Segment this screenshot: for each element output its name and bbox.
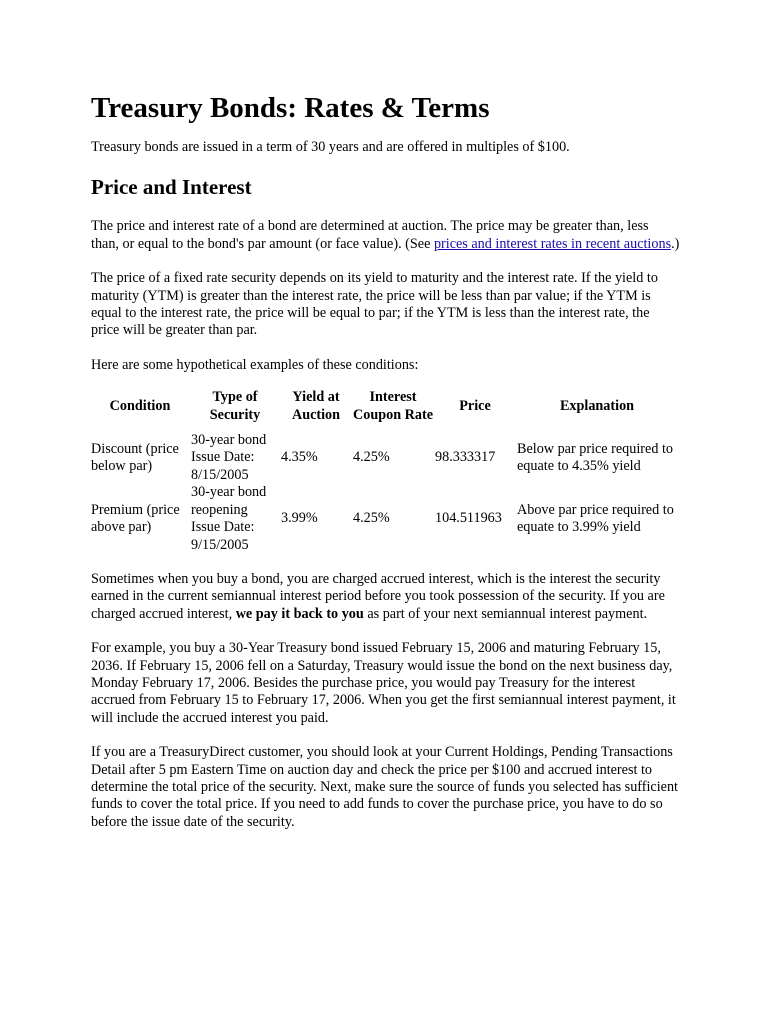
header-explanation: Explanation <box>559 397 635 414</box>
header-condition: Condition <box>109 397 171 414</box>
auction-paragraph <box>91 218 680 253</box>
table-row <box>90 432 678 484</box>
header-price: Price <box>459 397 491 414</box>
page-title: Treasury Bonds: Rates & Terms <box>91 92 490 124</box>
cell-interest-coupon-rate: 4.25% <box>353 449 390 466</box>
accrued-interest-tail: as part of your next semiannual interest payment. <box>363 605 648 622</box>
cell-yield-at-auction: 4.35% <box>281 449 318 466</box>
cell-condition: Discount (price below par) <box>91 440 179 475</box>
auction-paragraph-tail: .) <box>671 235 680 252</box>
cell-explanation: Below par price required to equate to 4.35% yield <box>517 440 674 475</box>
header-type-of-security: Type of Security <box>209 389 261 423</box>
example-paragraph: For example, you buy a 30-Year Treasury bond issued February 15, 2006 and maturing February 15, 2036. If February 15, 2006 fell on a Saturday, Treasury would issue the bond on the next business day, Monday February 17, 2006. Besides the purchase price, you would pay Treasury for the interest accrued from February 15 to February 17, 2006. When you get the first semiannual interest payment, it will include the accrued interest you paid. <box>91 640 676 726</box>
ytm-paragraph: The price of a fixed rate security depends on its yield to maturity and the interest rate. If the yield to maturity (YTM) is greater than the interest rate, the price will be less than par value; if the YTM is equal to the interest rate, the price will be equal to par; if the YTM is less than the interest rate, the price will be greater than par. <box>91 270 658 339</box>
accrued-interest-paragraph <box>91 571 680 623</box>
cell-type-of-security: 30-year bond reopening Issue Date: 9/15/2005 <box>191 484 267 553</box>
cell-type-of-security: 30-year bond Issue Date: 8/15/2005 <box>191 432 267 483</box>
cell-yield-at-auction: 3.99% <box>281 510 318 527</box>
header-yield-at-auction: Yield at Auction <box>291 389 341 423</box>
cell-explanation: Above par price required to equate to 3.99% yield <box>517 501 674 536</box>
auction-paragraph-text: The price and interest rate of a bond are determined at auction. The price may be greater than, less than, or equal to the bond's par amount (or face value). (See <box>91 218 649 252</box>
cell-interest-coupon-rate: 4.25% <box>353 510 390 527</box>
accrued-interest-text: Sometimes when you buy a bond, you are charged accrued interest, which is the interest the security earned in the current semiannual interest period before you took possession of the security. If you are charged accrued interest, <box>91 570 665 622</box>
cell-price: 104.511963 <box>435 510 502 527</box>
table-row <box>90 484 678 554</box>
accrued-interest-emphasis: we pay it back to you <box>235 605 364 622</box>
table-header-row <box>90 389 678 432</box>
header-interest-coupon-rate: Interest Coupon Rate <box>353 389 434 423</box>
section-heading-price-interest: Price and Interest <box>91 175 252 200</box>
cell-price: 98.333317 <box>435 449 496 466</box>
recent-auctions-link[interactable]: prices and interest rates in recent auctions <box>433 235 672 252</box>
cell-condition: Premium (price above par) <box>91 501 180 536</box>
intro-paragraph: Treasury bonds are issued in a term of 30 years and are offered in multiples of $100. <box>91 139 570 155</box>
examples-intro-paragraph: Here are some hypothetical examples of these conditions: <box>91 356 419 373</box>
treasurydirect-paragraph: If you are a TreasuryDirect customer, you should look at your Current Holdings, Pending Transactions Detail after 5 pm Eastern Time on auction day and check the price per $100 and accrued interest to determine the total price of the security. Next, make sure the source of funds you selected has sufficient funds to cover the total price. If you need to add funds to cover the purchase price, you have to do so before the issue date of the security. <box>91 744 678 830</box>
examples-table <box>90 389 678 554</box>
